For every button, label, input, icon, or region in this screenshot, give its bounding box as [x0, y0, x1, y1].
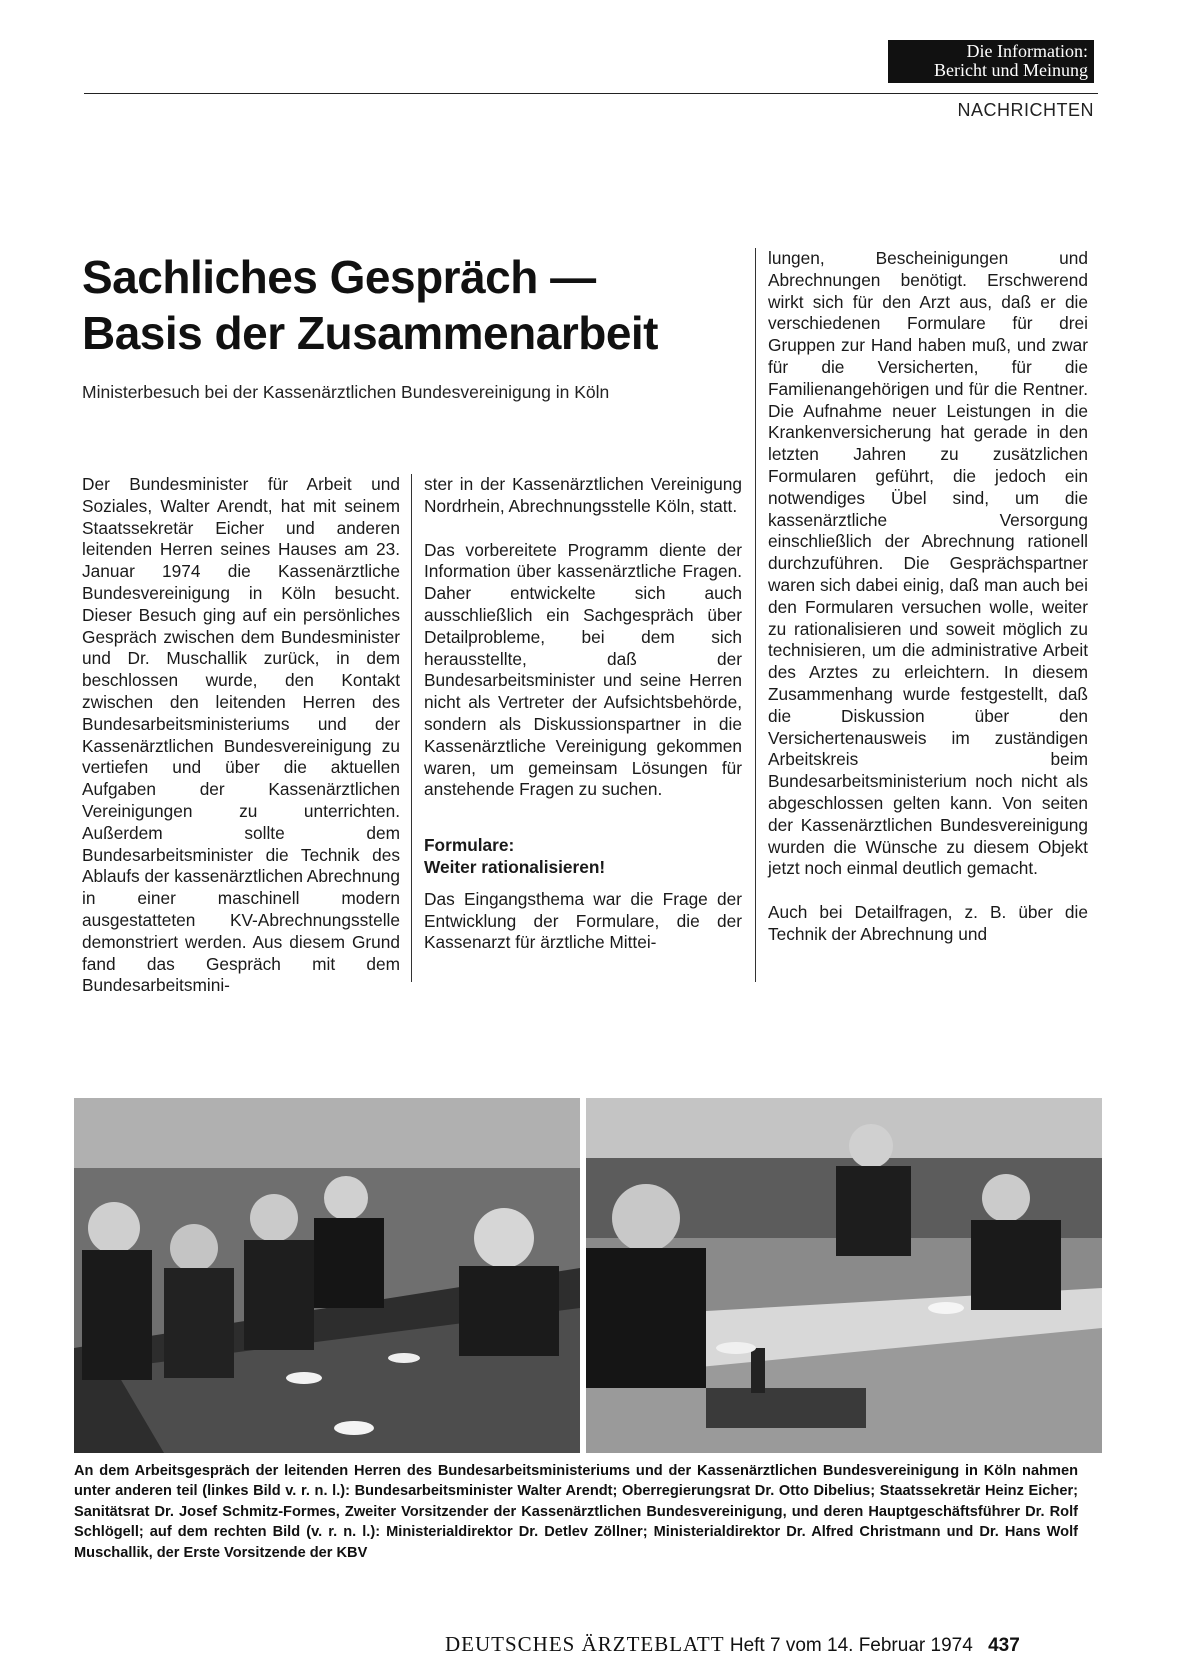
subheading-line-2: Weiter rationalisieren! [424, 856, 606, 877]
meeting-photo-left-image [74, 1098, 580, 1453]
subheading-line-1: Formulare: [424, 835, 515, 856]
meeting-photo-right-image [586, 1098, 1102, 1453]
paragraph: Das Eingangsthema war die Frage der Entwicklung der Formulare, die der Kassenarzt für ärztliche Mittei- [424, 888, 742, 953]
text-column-3 [768, 248, 1088, 968]
column-divider [411, 474, 412, 982]
header-rule [84, 93, 1098, 94]
subheading [424, 835, 742, 879]
paragraph: Der Bundesminister für Arbeit und Soziales, Walter Arendt, hat mit seinem Staatssekretär Eicher und anderen leitenden Herren seines Hauses am 23. Januar 1974 die Kassenärztliche Bundesvereinigung in Köln besucht. Dieser Besuch ging auf ein persönliches Gespräch zwischen dem Bundesminister und Dr. Muschallik zurück, in dem beschlossen wurde, den Kontakt zwischen den leitenden Herren des Bundesarbeitsministeriums und der Kassenärztlichen Bundesvereinigung zu vertiefen und über die aktuellen Aufgaben der Kassenärztlichen Vereinigungen zu unterrichten. Außerdem sollte dem Bundesarbeitsminister die Technik des Ablaufs der kassenärztlichen Abrechnung in einer maschinell modern ausgestatteten KV-Abrechnungsstelle demonstriert werden. Aus diesem Grund fand das Gespräch mit dem Bundesarbeitsmini- [82, 474, 400, 996]
meeting-photo-left [74, 1098, 580, 1453]
page-number: 437 [988, 1635, 1020, 1656]
article-subtitle: Ministerbesuch bei der Kassenärztlichen Bundesvereinigung in Köln [82, 382, 610, 402]
page-footer [445, 1632, 1095, 1657]
text-column-1 [82, 474, 400, 1019]
issue-info: Heft 7 vom 14. Februar 1974 [729, 1635, 973, 1656]
badge-line-1: Die Information: [966, 41, 1088, 61]
badge-line-2: Bericht und Meinung [934, 60, 1088, 80]
photo-caption: An dem Arbeitsgespräch der leitenden Herren des Bundesarbeitsministeriums und der Kassenärztlichen Bundesvereinigung in Köln nahmen unter anderen teil (linkes Bild v. r. n. l.): Bundesarbeitsminister Walter Arendt; Oberregierungsrat Dr. Otto Dibelius; Staatssekretär Heinz Eicher; Sanitätsrat Dr. Josef Schmitz-Formes, Zweiter Vorsitzender der Kassenärztlichen Bundesvereinigung, und deren Hauptgeschäftsführer Dr. Rolf Schlögell; auf dem rechten Bild (v. r. n. l.): Ministerialdirektor Dr. Detlev Zöllner; Ministerialdirektor Dr. Alfred Christmann und Dr. Hans Wolf Muschallik, der Erste Vorsitzende der KBV [74, 1463, 1078, 1561]
journal-name: DEUTSCHES ÄRZTEBLATT [445, 1632, 725, 1656]
title-line-1: Sachliches Gespräch — [82, 251, 596, 303]
paragraph: ster in der Kassenärztlichen Vereinigung Nordrhein, Abrechnungsstelle Köln, statt. [424, 474, 742, 516]
paragraph: Auch bei Detailfragen, z. B. über die Technik der Abrechnung und [768, 902, 1088, 944]
meeting-photo-right [586, 1098, 1102, 1453]
section-badge [888, 40, 1094, 83]
paragraph: lungen, Bescheinigungen und Abrechnungen benötigt. Erschwerend wirkt sich für den Arzt aus, daß er die verschiedenen Formulare für drei Gruppen zur Hand haben muß, und zwar für die Versicherten, für die Familienangehörigen und für die Rentner. Die Aufnahme neuer Leistungen in die Krankenversicherung hat gerade in den letzten Jahren zu zusätzlichen Formularen geführt, die jedoch ein notwendiges Übel sind, um die kassenärztliche Versorgung einschließlich der Abrechnung rationell durchzuführen. Die Gesprächspartner waren sich dabei einig, daß man auch bei den Formularen versuchen wolle, weiter zu rationalisieren und soweit möglich zu technisieren, um die administrative Arbeit des Arztes zu erleichtern. In diesem Zusammenhang wurde festgestellt, daß die Diskussion über den Versichertenausweis im zuständigen Arbeitskreis beim Bundesarbeitsministerium noch nicht als abgeschlossen gelten kann. Von seiten der Kassenärztlichen Bundesvereinigung wurden die Wünsche zu diesem Objekt jetzt noch einmal deutlich gemacht. [768, 248, 1088, 879]
article-title [82, 249, 658, 361]
text-column-2 [424, 474, 742, 976]
title-line-2: Basis der Zusammenarbeit [82, 307, 659, 359]
section-label: NACHRICHTEN [957, 100, 1094, 120]
column-divider [755, 248, 756, 982]
paragraph: Das vorbereitete Programm diente der Information über kassenärztliche Fragen. Daher entwickelte sich auch ausschließlich ein Sachgespräch über Detailprobleme, bei dem sich herausstellte, daß der Bundesarbeitsminister und seine Herren nicht als Vertreter der Aufsichtsbehörde, sondern als Diskussionspartner in die Kassenärztliche Vereinigung gekommen waren, um gemeinsam Lösungen für anstehende Fragen zu suchen. [424, 539, 742, 800]
